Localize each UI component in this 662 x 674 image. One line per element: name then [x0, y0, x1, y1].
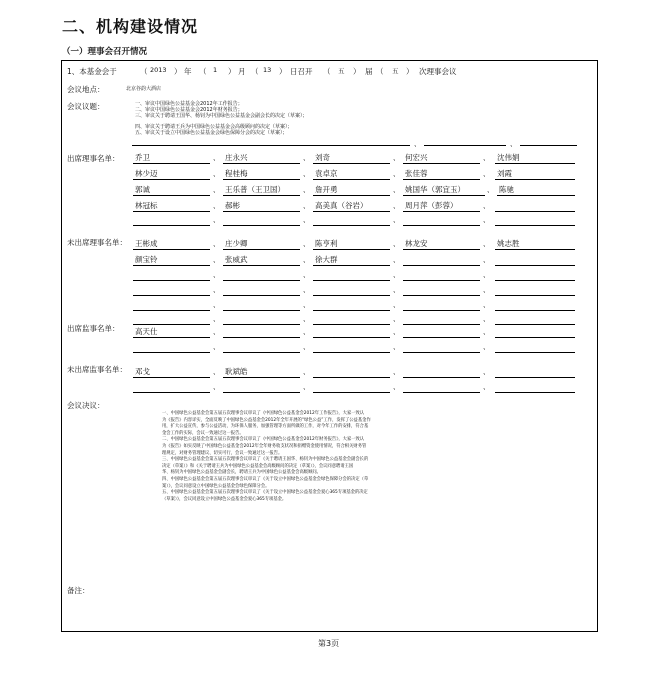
name-cell: 何宏兴: [403, 152, 480, 164]
resolution-text: [162, 411, 371, 503]
year-unit: 年: [184, 67, 192, 76]
resolution-line: 五、中国绿色公益基金会第五届五次理事会议审议了《关于设立中国绿色公益基金会爱心365专项基金的决定: [162, 490, 368, 496]
name-cell: [133, 214, 210, 226]
name-cell: [313, 214, 390, 226]
meeting-session: 五: [392, 67, 399, 75]
location-value: 北京谷韵大酒店: [126, 86, 162, 92]
location-label: 会议地点：: [67, 85, 105, 94]
name-cell: [223, 326, 300, 338]
resolution-line: 金会工作的实际，会议一致通过这一报告。: [162, 430, 244, 436]
name-cell: 邓戈: [133, 366, 210, 378]
name-cell: [133, 299, 210, 311]
topics-underline: [424, 145, 506, 146]
name-cell: 张威武: [223, 254, 300, 266]
meeting-term: 五: [338, 67, 345, 75]
name-cell: [313, 381, 390, 393]
topics-list: [135, 101, 308, 136]
name-cell: 张佳蓉: [403, 168, 480, 180]
name-cell: [403, 381, 480, 393]
resolution-line: 华、杨钊为中国绿色公益基金会副会长，聘请王兵为中国绿色公益基金会高级顾问。: [162, 470, 321, 476]
name-cell: [403, 284, 480, 296]
topic-item: 四、审议关于聘请王兵为中国绿色公益基金会高级顾问的决定（草案）；: [135, 124, 293, 130]
topics-label: 会议议题：: [67, 102, 105, 111]
month-unit: 月: [238, 67, 246, 76]
resolution-line: 用，扩大公益宣传，参与公益活动，为环保人服务，加强管理等方面所做的工作，对今年工作的安排，符合基: [162, 424, 369, 430]
remarks-label: 备注：: [67, 586, 90, 595]
meeting-line-prefix: 1、本基金会于: [67, 67, 117, 76]
name-cell: 程桂梅: [223, 168, 300, 180]
name-cell: [313, 313, 390, 325]
day-unit: 日召开: [290, 67, 313, 76]
name-cell: 王彬成: [133, 238, 210, 250]
resolution-line: 一、中国绿色公益基金会第五届五次理事会议审议了《中国绿色公益基金会2012年工作报告》，大家一致认: [162, 411, 365, 416]
absent-supervisors-label: 未出席监事名单：: [67, 365, 127, 374]
name-cell: 刘奇: [313, 152, 390, 164]
topic-item: 三、审议关于聘请王国华、杨钊为中国绿色公益基金会副会长的决定（草案）；: [135, 113, 308, 119]
name-cell: [223, 299, 300, 311]
name-cell: [495, 269, 575, 281]
name-cell: [495, 341, 575, 353]
name-cell: [403, 313, 480, 325]
term-unit: 届: [365, 67, 373, 76]
name-cell: [313, 341, 390, 353]
name-cell: 林少迈: [133, 168, 210, 180]
name-cell: [313, 366, 390, 378]
name-cell: 庄少卿: [223, 238, 300, 250]
name-cell: 姚国华（郭宜玉）: [403, 184, 485, 196]
name-cell: [223, 341, 300, 353]
name-cell: 王乐普（王卫国）: [223, 184, 300, 196]
name-cell: [313, 284, 390, 296]
topics-underline: [520, 145, 577, 146]
name-cell: 袁卓京: [313, 168, 390, 180]
name-cell: [403, 269, 480, 281]
name-cell: [133, 341, 210, 353]
name-cell: [313, 326, 390, 338]
name-cell: 高天仕: [133, 326, 210, 338]
topic-item: 一、审议中国绿色公益基金会2012年工作报告；: [135, 101, 243, 107]
resolution-line: 理规定，对财务管理建议、切实可行，会议一致通过这一报告。: [162, 450, 283, 456]
name-cell: [495, 299, 575, 311]
absent-directors-label: 未出席理事名单：: [67, 238, 127, 247]
name-cell: 郭诚: [133, 184, 210, 196]
resolution-line: 三、中国绿色公益基金会第五届五次理事会议审议了《关于聘请王国华、杨钊为中国绿色公益基金会副会长的: [162, 457, 369, 463]
name-cell: [133, 313, 210, 325]
subsection-title: （一）理事会召开情况: [62, 47, 148, 57]
name-cell: [403, 299, 480, 311]
name-cell: [133, 269, 210, 281]
meeting-day: 13: [263, 66, 272, 74]
name-cell: 颜宝铃: [133, 254, 210, 266]
meeting-month: 1: [213, 66, 218, 74]
resolution-label: 会议决议：: [67, 401, 105, 410]
name-cell: 詹开勇: [313, 184, 390, 196]
name-cell: [495, 381, 575, 393]
name-cell: [313, 299, 390, 311]
resolution-line: （草案）》，会议同意设立中国绿色公益基金会爱心365专项基金。: [162, 496, 287, 502]
resolution-line: 案）》，会议同意设立中国绿色公益基金会绿色保障分会。: [162, 483, 270, 489]
name-cell: 郝彬: [223, 200, 300, 212]
topic-item: 二、审议中国绿色公益基金会2012年财务报告；: [135, 107, 243, 113]
name-cell: 陈亨利: [313, 238, 390, 250]
name-cell: [495, 254, 575, 266]
meeting-year: 2013: [150, 66, 167, 74]
name-cell: 林龙安: [403, 238, 480, 250]
name-cell: [133, 381, 210, 393]
resolution-line: 为《报告》如实反映了中国绿色公益基金会2012年全年财务收支状况和捐赠资金使用情况，符合相关财务管: [162, 443, 367, 449]
topics-underline: [132, 145, 410, 146]
resolution-line: 决定（草案）》和《关于聘请王兵为中国绿色公益基金会高级顾问的决定（草案）》，会议同意聘请王国: [162, 463, 354, 469]
resolution-line: 四、中国绿色公益基金会第五届五次理事会议审议了《关于设立中国绿色公益基金会绿色保障分会的决定（草: [162, 476, 369, 482]
name-cell: [495, 214, 575, 226]
name-cell: 周月萍（彭蓉）: [403, 200, 480, 212]
name-cell: 陈驰: [497, 184, 575, 196]
name-cell: [133, 284, 210, 296]
name-cell: 徐大群: [313, 254, 390, 266]
name-cell: [223, 313, 300, 325]
name-cell: [495, 200, 575, 212]
name-cell: [495, 313, 575, 325]
name-cell: 庄永兴: [223, 152, 300, 164]
name-cell: [223, 269, 300, 281]
name-cell: 乔卫: [133, 152, 210, 164]
name-cell: [403, 341, 480, 353]
attended-supervisors-label: 出席监事名单：: [67, 324, 120, 333]
name-cell: 姚志胜: [495, 238, 575, 250]
name-cell: [313, 269, 390, 281]
name-cell: 耿斌皓: [223, 366, 300, 378]
attended-directors-label: 出席理事名单：: [67, 154, 120, 163]
name-cell: [495, 326, 575, 338]
name-cell: [223, 214, 300, 226]
name-cell: 林冠标: [133, 200, 210, 212]
section-title: 二、机构建设情况: [62, 17, 199, 36]
name-cell: [403, 254, 480, 266]
resolution-line: 二、中国绿色公益基金会第五届五次理事会议审议了《中国绿色公益基金会2012年财务报告》，大家一致认: [162, 437, 365, 443]
name-cell: [495, 284, 575, 296]
page-number: 第3页: [318, 639, 340, 648]
name-cell: [403, 214, 480, 226]
name-cell: [223, 284, 300, 296]
resolution-line: 为《报告》内容详实，全面反映了中国绿色公益基金会2012年全年开展的“绿色公益”工作，发挥了公益基金作: [162, 417, 371, 423]
session-unit: 次理事会议: [419, 67, 457, 76]
topic-item: 五、审议关于设立中国绿色公益基金会绿色保障分会的决定（草案）；: [135, 130, 288, 136]
name-cell: [403, 326, 480, 338]
name-cell: [223, 381, 300, 393]
name-cell: [495, 366, 575, 378]
name-cell: 刘霞: [495, 168, 575, 180]
name-cell: 沈伟娟: [495, 152, 575, 164]
name-cell: [403, 366, 480, 378]
name-cell: 高美真（谷岩）: [313, 200, 390, 212]
